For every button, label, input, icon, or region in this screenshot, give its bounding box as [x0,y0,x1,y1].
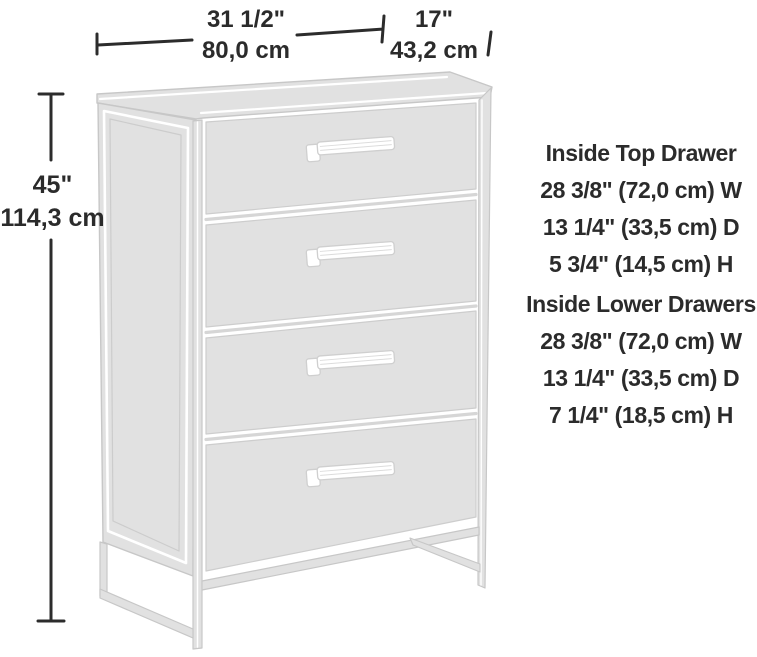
width-cm: 80,0 cm [201,37,291,64]
height-dimension-label [0,169,105,235]
top-drawer-specs-title: Inside Top Drawer [545,140,737,166]
width-dimension-label [160,4,332,66]
height-cm: 114,3 cm [0,204,105,232]
front-right-post-groove [481,100,482,585]
drawer-specs [505,135,757,434]
depth-cm: 43,2 cm [389,37,479,64]
width-inches: 31 1/2" [206,6,286,33]
drawer-2 [206,200,476,327]
top-drawer-width: 28 3/8" (72,0 cm) W [540,177,742,203]
lower-drawers-specs [505,286,757,434]
depth-dimension-label [368,4,500,66]
lower-drawers-height: 7 1/4" (18,5 cm) H [549,402,733,428]
top-drawer-specs [505,135,757,283]
right-side-stretcher [410,538,480,572]
top-drawer-depth: 13 1/4" (33,5 cm) D [542,214,740,240]
height-inches: 45" [32,171,73,199]
top-drawer-height: 5 3/4" (14,5 cm) H [549,251,733,277]
lower-drawers-depth: 13 1/4" (33,5 cm) D [542,365,740,391]
lower-drawers-specs-title: Inside Lower Drawers [526,291,756,317]
depth-inches: 17" [414,6,454,33]
lower-drawers-width: 28 3/8" (72,0 cm) W [540,328,742,354]
front-right-post [478,88,491,588]
left-side-stretcher [100,589,193,638]
